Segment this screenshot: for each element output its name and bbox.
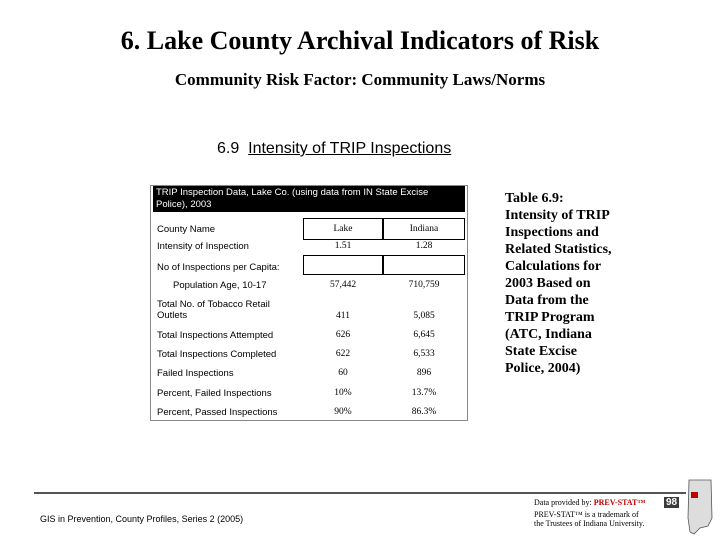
table-description: Table 6.9: Intensity of TRIP Inspections and Related Statistics, Calculations for 2003 Based on Data from the TRIP Program (ATC, Indiana State Excise Police, 2004) <box>505 191 612 376</box>
row-value-indiana: 6,645 <box>413 330 435 340</box>
row-label: Total No. of Tobacco Retail Outlets <box>157 299 270 321</box>
empty-cell <box>383 255 465 275</box>
row-value-indiana: 1.28 <box>415 241 433 251</box>
row-label: Population Age, 10-17 <box>173 280 267 291</box>
credit-prefix: Data provided by: <box>534 498 592 507</box>
footer-divider <box>34 492 686 494</box>
empty-cell <box>303 255 383 275</box>
row-value-lake: 60 <box>338 368 348 378</box>
row-value-indiana: 13.7% <box>411 388 437 398</box>
row-value-indiana: 5,085 <box>413 311 435 321</box>
column-header-indiana: Indiana <box>409 224 439 234</box>
credit-line-3: the Trustees of Indiana University. <box>534 519 645 528</box>
page-title: 6. Lake County Archival Indicators of Risk <box>120 26 600 55</box>
row-label: Total Inspections Completed <box>157 349 277 360</box>
data-credit <box>534 498 684 528</box>
row-value-lake: 1.51 <box>334 241 352 251</box>
footer-citation: GIS in Prevention, County Profiles, Series 2 (2005) <box>40 514 244 524</box>
row-value-lake: 626 <box>335 330 351 340</box>
row-value-indiana: 896 <box>416 368 432 378</box>
row-value-indiana: 86.3% <box>411 407 437 417</box>
row-value-lake: 90% <box>334 407 352 417</box>
table-caption: TRIP Inspection Data, Lake Co. (using data from IN State Excise Police), 2003 <box>153 186 465 212</box>
row-label: No of Inspections per Capita: <box>157 262 280 273</box>
column-header-lake: Lake <box>333 224 353 234</box>
row-label: Total Inspections Attempted <box>157 330 274 341</box>
credit-brand: PREV-STAT™ <box>593 498 646 507</box>
column-header-county: County Name <box>157 224 216 235</box>
indiana-map-icon <box>686 478 716 538</box>
section-title: Intensity of TRIP Inspections <box>248 140 452 157</box>
lake-county-highlight <box>691 492 698 498</box>
row-value-indiana: 6,533 <box>413 349 435 359</box>
page-number: 98 <box>666 497 678 508</box>
row-value-lake: 10% <box>334 388 352 398</box>
row-value-indiana: 710,759 <box>408 280 440 290</box>
credit-line-2: PREV-STAT™ is a trademark of <box>534 510 639 519</box>
row-label: Failed Inspections <box>157 368 234 379</box>
section-heading <box>217 140 451 158</box>
row-value-lake: 411 <box>336 311 350 321</box>
row-value-lake: 57,442 <box>329 280 357 290</box>
row-label: Intensity of Inspection <box>157 241 249 252</box>
row-label: Percent, Passed Inspections <box>157 407 278 418</box>
page-subtitle: Community Risk Factor: Community Laws/Norms <box>174 70 546 89</box>
row-value-lake: 622 <box>335 349 351 359</box>
section-number: 6.9 <box>217 140 240 157</box>
row-label: Percent, Failed Inspections <box>157 388 272 399</box>
